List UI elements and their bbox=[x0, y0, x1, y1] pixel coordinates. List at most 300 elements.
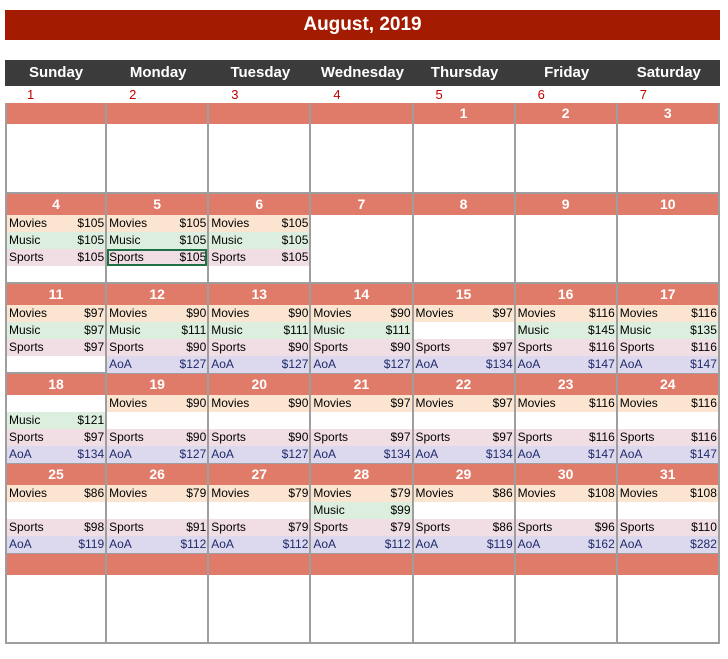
event-row-blank[interactable] bbox=[414, 322, 514, 339]
event-row-aoa[interactable] bbox=[414, 536, 514, 553]
event-row-movies[interactable] bbox=[209, 395, 309, 412]
event-row-blank[interactable] bbox=[209, 502, 309, 519]
day-number[interactable]: 19 bbox=[107, 374, 207, 395]
event-price: $97 bbox=[492, 396, 513, 410]
event-label: AoA bbox=[415, 357, 439, 371]
event-row-sports[interactable] bbox=[516, 429, 616, 446]
event-label: AoA bbox=[313, 447, 337, 461]
day-cell[interactable] bbox=[5, 374, 107, 464]
event-row-movies[interactable] bbox=[7, 485, 105, 502]
event-price: $162 bbox=[588, 537, 615, 551]
event-row-music[interactable] bbox=[209, 232, 309, 249]
day-number[interactable]: 12 bbox=[107, 284, 207, 305]
day-number[interactable]: 29 bbox=[414, 464, 514, 485]
event-label: AoA bbox=[109, 357, 132, 371]
event-price: $112 bbox=[384, 537, 411, 551]
day-cell[interactable] bbox=[516, 554, 618, 644]
event-price: $116 bbox=[588, 306, 615, 320]
event-row-aoa[interactable] bbox=[311, 446, 411, 463]
event-row-music[interactable] bbox=[516, 322, 616, 339]
event-label: Sports bbox=[619, 340, 655, 354]
event-label: AoA bbox=[109, 447, 132, 461]
event-label: Movies bbox=[9, 486, 48, 500]
event-price: $105 bbox=[77, 233, 105, 247]
day-cell[interactable] bbox=[516, 374, 618, 464]
event-label: Movies bbox=[211, 486, 250, 500]
day-cell[interactable] bbox=[311, 374, 413, 464]
event-row-blank[interactable] bbox=[7, 502, 105, 519]
day-cell[interactable] bbox=[107, 103, 209, 194]
day-number[interactable]: 3 bbox=[618, 103, 718, 124]
event-price: $145 bbox=[588, 323, 615, 337]
event-label: AoA bbox=[313, 537, 337, 551]
day-number[interactable]: 5 bbox=[107, 194, 207, 215]
day-number[interactable]: 13 bbox=[209, 284, 309, 305]
event-row-sports[interactable] bbox=[311, 429, 411, 446]
event-row-sports[interactable] bbox=[414, 519, 514, 536]
day-cell[interactable] bbox=[209, 374, 311, 464]
event-price: $97 bbox=[84, 340, 105, 354]
event-price: $135 bbox=[690, 323, 717, 337]
day-cell[interactable] bbox=[516, 464, 618, 554]
event-price: $112 bbox=[180, 537, 207, 551]
event-row-music[interactable] bbox=[618, 322, 718, 339]
event-row-movies[interactable] bbox=[516, 485, 616, 502]
event-price: $147 bbox=[690, 447, 717, 461]
event-row-blank[interactable] bbox=[107, 502, 207, 519]
event-label: Sports bbox=[211, 340, 246, 354]
day-number[interactable]: 6 bbox=[209, 194, 309, 215]
day-number[interactable] bbox=[107, 554, 207, 575]
week-row bbox=[5, 374, 720, 464]
day-cell[interactable] bbox=[5, 464, 107, 554]
column-number[interactable]: 3 bbox=[231, 87, 239, 102]
event-price: $90 bbox=[390, 306, 411, 320]
day-number[interactable]: 27 bbox=[209, 464, 309, 485]
event-row-sports[interactable] bbox=[414, 429, 514, 446]
day-number[interactable]: 26 bbox=[107, 464, 207, 485]
event-label: Sports bbox=[517, 430, 553, 444]
event-price: $105 bbox=[281, 250, 309, 264]
event-row-sports[interactable] bbox=[311, 339, 411, 356]
event-label: Sports bbox=[109, 340, 144, 354]
day-cell[interactable] bbox=[107, 554, 209, 644]
event-row-sports[interactable] bbox=[209, 339, 309, 356]
event-price: $116 bbox=[691, 340, 717, 354]
day-number[interactable]: 31 bbox=[618, 464, 718, 485]
day-number[interactable] bbox=[7, 554, 105, 575]
event-row-blank[interactable] bbox=[414, 502, 514, 519]
event-label: AoA bbox=[211, 537, 234, 551]
event-price: $90 bbox=[288, 306, 309, 320]
event-price: $119 bbox=[78, 537, 105, 551]
event-row-sports[interactable] bbox=[7, 339, 105, 356]
day-number[interactable] bbox=[209, 103, 309, 124]
event-row-blank[interactable] bbox=[516, 502, 616, 519]
event-label: Sports bbox=[415, 520, 451, 534]
event-label: AoA bbox=[211, 357, 234, 371]
event-price: $99 bbox=[390, 503, 411, 517]
event-row-sports[interactable] bbox=[516, 339, 616, 356]
event-price: $116 bbox=[691, 306, 717, 320]
event-price: $79 bbox=[186, 486, 207, 500]
event-row-sports[interactable] bbox=[618, 429, 718, 446]
event-label: Music bbox=[313, 323, 345, 337]
day-number[interactable] bbox=[7, 103, 105, 124]
event-row-sports[interactable] bbox=[107, 249, 207, 266]
event-label: AoA bbox=[313, 357, 337, 371]
event-price: $105 bbox=[281, 216, 309, 230]
day-number[interactable]: 22 bbox=[414, 374, 514, 395]
event-label: Music bbox=[109, 233, 141, 247]
event-row-sports[interactable] bbox=[516, 519, 616, 536]
day-number[interactable]: 1 bbox=[414, 103, 514, 124]
event-label: Movies bbox=[109, 216, 148, 230]
day-number[interactable] bbox=[516, 554, 616, 575]
event-price: $90 bbox=[186, 306, 207, 320]
event-label: Sports bbox=[415, 430, 451, 444]
event-label: Movies bbox=[415, 486, 454, 500]
event-row-music[interactable] bbox=[311, 502, 411, 519]
day-number[interactable]: 20 bbox=[209, 374, 309, 395]
event-price: $79 bbox=[288, 520, 309, 534]
event-row-sports[interactable] bbox=[618, 339, 718, 356]
day-cell[interactable] bbox=[414, 194, 516, 284]
event-label: Movies bbox=[109, 396, 148, 410]
event-row-blank[interactable] bbox=[107, 412, 207, 429]
event-label: AoA bbox=[9, 447, 32, 461]
event-label: Sports bbox=[9, 340, 44, 354]
event-row-sports[interactable] bbox=[618, 519, 718, 536]
event-label: Sports bbox=[9, 520, 44, 534]
event-price: $90 bbox=[186, 430, 207, 444]
event-row-music[interactable] bbox=[107, 322, 207, 339]
event-row-aoa[interactable] bbox=[7, 446, 105, 463]
day-number[interactable]: 30 bbox=[516, 464, 616, 485]
event-price: $97 bbox=[492, 306, 513, 320]
day-cell[interactable] bbox=[618, 103, 720, 194]
day-cell[interactable] bbox=[5, 103, 107, 194]
event-label: Sports bbox=[211, 250, 246, 264]
event-price: $105 bbox=[77, 250, 105, 264]
event-row-movies[interactable] bbox=[414, 395, 514, 412]
event-row-blank[interactable] bbox=[414, 412, 514, 429]
event-label: AoA bbox=[9, 537, 32, 551]
event-row-music[interactable] bbox=[7, 412, 105, 429]
event-price: $90 bbox=[186, 340, 207, 354]
column-number[interactable]: 4 bbox=[333, 87, 341, 102]
event-row-aoa[interactable] bbox=[618, 446, 718, 463]
day-cell[interactable] bbox=[414, 464, 516, 554]
event-label: Movies bbox=[109, 306, 148, 320]
day-cell[interactable] bbox=[209, 194, 311, 284]
event-price: $105 bbox=[77, 216, 105, 230]
day-number[interactable]: 17 bbox=[618, 284, 718, 305]
event-price: $116 bbox=[588, 430, 615, 444]
day-cell[interactable] bbox=[414, 284, 516, 374]
event-row-movies[interactable] bbox=[311, 485, 411, 502]
event-row-movies[interactable] bbox=[107, 215, 207, 232]
week-row bbox=[5, 284, 720, 374]
event-row-blank[interactable] bbox=[209, 412, 309, 429]
event-price: $127 bbox=[179, 447, 207, 461]
column-number[interactable]: 2 bbox=[129, 87, 137, 102]
event-row-blank[interactable] bbox=[618, 412, 718, 429]
event-row-aoa[interactable] bbox=[7, 536, 105, 553]
day-cell[interactable] bbox=[516, 103, 618, 194]
day-number[interactable] bbox=[107, 103, 207, 124]
event-label: Sports bbox=[619, 430, 655, 444]
day-number[interactable]: 28 bbox=[311, 464, 411, 485]
day-of-week-header bbox=[5, 60, 720, 86]
day-number[interactable]: 11 bbox=[7, 284, 105, 305]
day-cell[interactable] bbox=[414, 103, 516, 194]
event-label: Music bbox=[313, 503, 345, 517]
event-price: $86 bbox=[492, 520, 513, 534]
day-cell[interactable] bbox=[311, 464, 413, 554]
day-number[interactable]: 4 bbox=[7, 194, 105, 215]
day-cell[interactable] bbox=[5, 284, 107, 374]
day-number[interactable]: 14 bbox=[311, 284, 411, 305]
event-row-sports[interactable] bbox=[7, 429, 105, 446]
event-row-aoa[interactable] bbox=[311, 356, 411, 373]
week-row bbox=[5, 464, 720, 554]
day-cell[interactable] bbox=[516, 284, 618, 374]
event-row-movies[interactable] bbox=[209, 305, 309, 322]
day-cell[interactable] bbox=[107, 374, 209, 464]
event-row-aoa[interactable] bbox=[618, 356, 718, 373]
day-number[interactable]: 9 bbox=[516, 194, 616, 215]
event-label: Movies bbox=[517, 396, 556, 410]
day-number[interactable]: 25 bbox=[7, 464, 105, 485]
event-row-movies[interactable] bbox=[516, 305, 616, 322]
event-label: Sports bbox=[9, 250, 44, 264]
event-label: Sports bbox=[109, 520, 144, 534]
event-row-aoa[interactable] bbox=[107, 536, 207, 553]
event-label: Sports bbox=[313, 340, 349, 354]
event-label: AoA bbox=[619, 537, 643, 551]
event-row-movies[interactable] bbox=[618, 395, 718, 412]
dow-saturday: Saturday bbox=[636, 64, 701, 81]
day-cell[interactable] bbox=[618, 194, 720, 284]
day-cell[interactable] bbox=[311, 103, 413, 194]
event-label: Sports bbox=[109, 250, 144, 264]
event-row-movies[interactable] bbox=[107, 485, 207, 502]
event-label: Movies bbox=[9, 306, 48, 320]
event-price: $86 bbox=[84, 486, 105, 500]
event-row-music[interactable] bbox=[311, 322, 411, 339]
event-price: $147 bbox=[588, 447, 615, 461]
event-label: AoA bbox=[211, 447, 234, 461]
event-price: $97 bbox=[492, 340, 513, 354]
day-cell[interactable] bbox=[414, 554, 516, 644]
event-row-movies[interactable] bbox=[414, 305, 514, 322]
event-price: $282 bbox=[690, 537, 717, 551]
event-price: $79 bbox=[288, 486, 309, 500]
event-label: AoA bbox=[517, 447, 541, 461]
day-cell[interactable] bbox=[618, 464, 720, 554]
event-row-movies[interactable] bbox=[618, 305, 718, 322]
day-cell[interactable] bbox=[311, 284, 413, 374]
event-row-aoa[interactable] bbox=[414, 446, 514, 463]
event-price: $111 bbox=[385, 323, 411, 337]
event-label: AoA bbox=[109, 537, 132, 551]
event-row-sports[interactable] bbox=[414, 339, 514, 356]
event-row-aoa[interactable] bbox=[107, 446, 207, 463]
event-row-sports[interactable] bbox=[7, 249, 105, 266]
event-label: Movies bbox=[619, 306, 658, 320]
event-row-movies[interactable] bbox=[7, 215, 105, 232]
day-number[interactable]: 15 bbox=[414, 284, 514, 305]
dow-tuesday: Tuesday bbox=[230, 64, 291, 81]
day-cell[interactable] bbox=[5, 554, 107, 644]
event-row-aoa[interactable] bbox=[209, 356, 309, 373]
event-label: Movies bbox=[313, 306, 352, 320]
event-row-aoa[interactable] bbox=[311, 536, 411, 553]
event-price: $97 bbox=[390, 430, 411, 444]
day-number[interactable]: 7 bbox=[311, 194, 411, 215]
day-number[interactable]: 16 bbox=[516, 284, 616, 305]
day-cell[interactable] bbox=[209, 103, 311, 194]
event-row-movies[interactable] bbox=[311, 305, 411, 322]
day-number[interactable]: 10 bbox=[618, 194, 718, 215]
event-label: Movies bbox=[415, 396, 454, 410]
event-price: $134 bbox=[485, 357, 513, 371]
day-cell[interactable] bbox=[107, 464, 209, 554]
day-cell[interactable] bbox=[618, 554, 720, 644]
day-cell[interactable] bbox=[516, 194, 618, 284]
event-price: $127 bbox=[179, 357, 207, 371]
event-row-movies[interactable] bbox=[311, 395, 411, 412]
event-row-sports[interactable] bbox=[107, 339, 207, 356]
event-row-aoa[interactable] bbox=[516, 536, 616, 553]
event-price: $134 bbox=[77, 447, 105, 461]
day-cell[interactable] bbox=[414, 374, 516, 464]
day-cell[interactable] bbox=[311, 194, 413, 284]
event-row-aoa[interactable] bbox=[414, 356, 514, 373]
day-number[interactable] bbox=[414, 554, 514, 575]
event-label: Music bbox=[211, 323, 243, 337]
event-price: $116 bbox=[588, 396, 615, 410]
event-label: AoA bbox=[517, 357, 541, 371]
day-cell[interactable] bbox=[618, 284, 720, 374]
event-label: Movies bbox=[211, 306, 250, 320]
event-row-blank[interactable] bbox=[618, 502, 718, 519]
event-row-sports[interactable] bbox=[209, 249, 309, 266]
event-label: Movies bbox=[313, 396, 352, 410]
day-number[interactable]: 23 bbox=[516, 374, 616, 395]
column-number[interactable]: 1 bbox=[27, 87, 35, 102]
event-row-movies[interactable] bbox=[7, 305, 105, 322]
event-row-blank[interactable] bbox=[516, 412, 616, 429]
day-number[interactable]: 24 bbox=[618, 374, 718, 395]
day-cell[interactable] bbox=[209, 284, 311, 374]
event-row-music[interactable] bbox=[107, 232, 207, 249]
event-label: AoA bbox=[619, 447, 643, 461]
event-row-sports[interactable] bbox=[7, 519, 105, 536]
day-cell[interactable] bbox=[209, 464, 311, 554]
event-label: Movies bbox=[415, 306, 454, 320]
event-row-sports[interactable] bbox=[107, 519, 207, 536]
event-price: $116 bbox=[691, 430, 717, 444]
day-cell[interactable] bbox=[107, 284, 209, 374]
event-row-aoa[interactable] bbox=[107, 356, 207, 373]
event-price: $134 bbox=[485, 447, 513, 461]
event-label: Sports bbox=[9, 430, 44, 444]
event-row-movies[interactable] bbox=[516, 395, 616, 412]
day-number[interactable]: 8 bbox=[414, 194, 514, 215]
column-number[interactable]: 6 bbox=[537, 87, 545, 102]
event-row-movies[interactable] bbox=[209, 215, 309, 232]
dow-sunday: Sunday bbox=[28, 64, 84, 81]
day-number[interactable] bbox=[311, 554, 411, 575]
event-row-aoa[interactable] bbox=[516, 446, 616, 463]
column-number[interactable]: 7 bbox=[639, 87, 647, 102]
event-label: Music bbox=[109, 323, 141, 337]
event-row-sports[interactable] bbox=[107, 429, 207, 446]
day-cell[interactable] bbox=[107, 194, 209, 284]
event-row-sports[interactable] bbox=[311, 519, 411, 536]
event-row-sports[interactable] bbox=[209, 429, 309, 446]
event-row-movies[interactable] bbox=[107, 395, 207, 412]
event-row-sports[interactable] bbox=[209, 519, 309, 536]
event-price: $90 bbox=[186, 396, 207, 410]
column-number[interactable]: 5 bbox=[435, 87, 443, 102]
event-row-aoa[interactable] bbox=[618, 536, 718, 553]
event-label: AoA bbox=[619, 357, 643, 371]
event-row-music[interactable] bbox=[7, 322, 105, 339]
event-label: Movies bbox=[9, 216, 48, 230]
day-number[interactable] bbox=[618, 554, 718, 575]
day-number[interactable]: 18 bbox=[7, 374, 105, 395]
event-price: $90 bbox=[288, 340, 309, 354]
day-number[interactable] bbox=[209, 554, 309, 575]
event-row-blank[interactable] bbox=[7, 395, 105, 412]
day-number[interactable]: 21 bbox=[311, 374, 411, 395]
event-label: Sports bbox=[211, 430, 246, 444]
event-row-movies[interactable] bbox=[414, 485, 514, 502]
event-label: Sports bbox=[517, 520, 553, 534]
event-price: $79 bbox=[390, 520, 411, 534]
event-label: Music bbox=[517, 323, 549, 337]
event-row-aoa[interactable] bbox=[209, 536, 309, 553]
week-row bbox=[5, 103, 720, 194]
event-price: $121 bbox=[77, 413, 105, 427]
event-row-music[interactable] bbox=[7, 232, 105, 249]
event-row-movies[interactable] bbox=[209, 485, 309, 502]
day-cell[interactable] bbox=[209, 554, 311, 644]
week-row bbox=[5, 194, 720, 284]
event-row-movies[interactable] bbox=[618, 485, 718, 502]
day-number[interactable] bbox=[311, 103, 411, 124]
event-row-aoa[interactable] bbox=[209, 446, 309, 463]
event-price: $90 bbox=[288, 396, 309, 410]
event-row-aoa[interactable] bbox=[516, 356, 616, 373]
event-label: Music bbox=[9, 323, 41, 337]
dow-monday: Monday bbox=[129, 64, 187, 81]
event-row-music[interactable] bbox=[209, 322, 309, 339]
day-cell[interactable] bbox=[5, 194, 107, 284]
event-price: $116 bbox=[691, 396, 717, 410]
day-number[interactable]: 2 bbox=[516, 103, 616, 124]
event-label: Movies bbox=[517, 306, 556, 320]
event-price: $108 bbox=[588, 486, 615, 500]
day-cell[interactable] bbox=[311, 554, 413, 644]
event-row-blank[interactable] bbox=[311, 412, 411, 429]
event-price: $112 bbox=[282, 537, 309, 551]
event-row-movies[interactable] bbox=[107, 305, 207, 322]
day-cell[interactable] bbox=[618, 374, 720, 464]
